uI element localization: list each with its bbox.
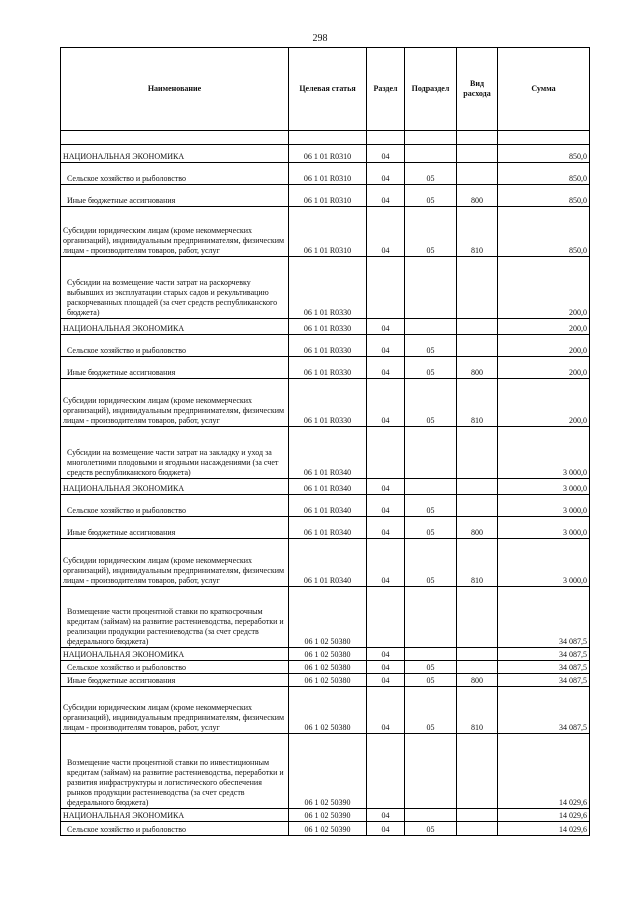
cell-section: 04 — [367, 379, 405, 427]
cell-section: 04 — [367, 517, 405, 539]
cell-section: 04 — [367, 185, 405, 207]
cell-name: Сельское хозяйство и рыболовство — [61, 163, 289, 185]
budget-table — [60, 47, 590, 836]
cell-name: Иные бюджетные ассигнования — [61, 185, 289, 207]
cell-sum: 3 000,0 — [498, 427, 590, 479]
cell-subsection — [405, 587, 457, 648]
cell-section: 04 — [367, 539, 405, 587]
cell-sum: 200,0 — [498, 379, 590, 427]
spacer-cell — [405, 131, 457, 145]
cell-expense-kind: 810 — [457, 687, 498, 734]
table-row — [61, 145, 590, 163]
cell-sum: 34 087,5 — [498, 587, 590, 648]
cell-name: Возмещение части процентной ставки по краткосрочным кредитам (займам) на развитие растениеводства, переработки и реализации продукции растениеводства (за счет средств федерального бюджета) — [61, 587, 289, 648]
cell-name: НАЦИОНАЛЬНАЯ ЭКОНОМИКА — [61, 319, 289, 335]
cell-name: Субсидии юридическим лицам (кроме некоммерческих организаций), индивидуальным предпринимателям, физическим лицам - производителям товаров, работ, услуг — [61, 207, 289, 257]
cell-section: 04 — [367, 687, 405, 734]
cell-section: 04 — [367, 357, 405, 379]
cell-expense-kind — [457, 145, 498, 163]
cell-target-article: 06 1 01 R0340 — [289, 517, 367, 539]
cell-name: Иные бюджетные ассигнования — [61, 674, 289, 687]
table-row — [61, 648, 590, 661]
cell-subsection — [405, 734, 457, 809]
header-sum: Сумма — [498, 48, 590, 131]
cell-expense-kind — [457, 809, 498, 822]
cell-subsection: 05 — [405, 517, 457, 539]
spacer-cell — [367, 131, 405, 145]
cell-subsection — [405, 145, 457, 163]
table-row — [61, 587, 590, 648]
header-section: Раздел — [367, 48, 405, 131]
cell-name: Возмещение части процентной ставки по инвестиционным кредитам (займам) на развитие растениеводства, переработки и развития инфраструктуры и логистического обеспечения рынков продукции растениеводства (за счет средств федерального бюджета) — [61, 734, 289, 809]
cell-section: 04 — [367, 319, 405, 335]
cell-sum: 200,0 — [498, 335, 590, 357]
cell-expense-kind: 810 — [457, 207, 498, 257]
cell-subsection: 05 — [405, 357, 457, 379]
cell-target-article: 06 1 01 R0340 — [289, 539, 367, 587]
cell-subsection: 05 — [405, 207, 457, 257]
table-row — [61, 734, 590, 809]
cell-target-article: 06 1 01 R0340 — [289, 495, 367, 517]
cell-name: Субсидии на возмещение части затрат на закладку и уход за многолетними плодовыми и ягодными насаждениями (за счет средств республиканского бюджета) — [61, 427, 289, 479]
cell-section: 04 — [367, 479, 405, 495]
cell-section: 04 — [367, 207, 405, 257]
cell-expense-kind — [457, 427, 498, 479]
cell-sum: 200,0 — [498, 257, 590, 319]
table-row — [61, 357, 590, 379]
table-row — [61, 687, 590, 734]
cell-subsection: 05 — [405, 379, 457, 427]
cell-sum: 3 000,0 — [498, 479, 590, 495]
cell-target-article: 06 1 02 50380 — [289, 661, 367, 674]
cell-target-article: 06 1 01 R0340 — [289, 427, 367, 479]
header-target-article: Целевая статья — [289, 48, 367, 131]
cell-expense-kind — [457, 319, 498, 335]
cell-subsection: 05 — [405, 661, 457, 674]
cell-expense-kind: 800 — [457, 357, 498, 379]
cell-target-article: 06 1 02 50390 — [289, 734, 367, 809]
cell-section: 04 — [367, 809, 405, 822]
cell-expense-kind — [457, 495, 498, 517]
table-row — [61, 479, 590, 495]
cell-sum: 14 029,6 — [498, 809, 590, 822]
cell-subsection: 05 — [405, 335, 457, 357]
table-row — [61, 661, 590, 674]
spacer-cell — [498, 131, 590, 145]
cell-subsection: 05 — [405, 674, 457, 687]
cell-sum: 34 087,5 — [498, 674, 590, 687]
cell-expense-kind: 800 — [457, 517, 498, 539]
cell-sum: 34 087,5 — [498, 687, 590, 734]
cell-subsection — [405, 809, 457, 822]
cell-subsection: 05 — [405, 822, 457, 836]
cell-expense-kind — [457, 661, 498, 674]
cell-subsection — [405, 257, 457, 319]
cell-subsection: 05 — [405, 539, 457, 587]
table-row — [61, 335, 590, 357]
cell-section — [367, 587, 405, 648]
cell-target-article: 06 1 02 50390 — [289, 809, 367, 822]
cell-name: НАЦИОНАЛЬНАЯ ЭКОНОМИКА — [61, 809, 289, 822]
cell-section: 04 — [367, 495, 405, 517]
cell-expense-kind: 810 — [457, 379, 498, 427]
cell-subsection — [405, 479, 457, 495]
cell-target-article: 06 1 01 R0310 — [289, 185, 367, 207]
cell-target-article: 06 1 01 R0310 — [289, 145, 367, 163]
spacer-cell — [61, 131, 289, 145]
cell-target-article: 06 1 01 R0330 — [289, 257, 367, 319]
cell-sum: 3 000,0 — [498, 539, 590, 587]
cell-section — [367, 257, 405, 319]
cell-subsection — [405, 648, 457, 661]
cell-expense-kind — [457, 648, 498, 661]
table-row — [61, 207, 590, 257]
cell-subsection: 05 — [405, 687, 457, 734]
cell-sum: 850,0 — [498, 163, 590, 185]
spacer-cell — [289, 131, 367, 145]
cell-section: 04 — [367, 661, 405, 674]
spacer-cell — [457, 131, 498, 145]
table-row — [61, 257, 590, 319]
cell-sum: 14 029,6 — [498, 734, 590, 809]
table-body — [61, 131, 590, 836]
cell-target-article: 06 1 01 R0330 — [289, 319, 367, 335]
table-header-row — [61, 48, 590, 131]
cell-name: Субсидии юридическим лицам (кроме некоммерческих организаций), индивидуальным предпринимателям, физическим лицам - производителям товаров, работ, услуг — [61, 687, 289, 734]
cell-sum: 34 087,5 — [498, 648, 590, 661]
cell-sum: 34 087,5 — [498, 661, 590, 674]
cell-sum: 200,0 — [498, 357, 590, 379]
cell-name: НАЦИОНАЛЬНАЯ ЭКОНОМИКА — [61, 479, 289, 495]
cell-section: 04 — [367, 648, 405, 661]
cell-subsection — [405, 319, 457, 335]
cell-target-article: 06 1 01 R0330 — [289, 335, 367, 357]
cell-expense-kind: 800 — [457, 185, 498, 207]
cell-sum: 850,0 — [498, 207, 590, 257]
cell-section — [367, 734, 405, 809]
cell-target-article: 06 1 01 R0310 — [289, 163, 367, 185]
cell-subsection: 05 — [405, 495, 457, 517]
cell-name: Субсидии на возмещение части затрат на раскорчевку выбывших из эксплуатации старых садов и рекультивацию раскорчеванных площадей (за счет средств республиканского бюджета) — [61, 257, 289, 319]
cell-target-article: 06 1 01 R0330 — [289, 379, 367, 427]
table-row — [61, 674, 590, 687]
cell-expense-kind — [457, 822, 498, 836]
table-row — [61, 379, 590, 427]
cell-sum: 3 000,0 — [498, 495, 590, 517]
cell-target-article: 06 1 02 50380 — [289, 687, 367, 734]
cell-expense-kind — [457, 257, 498, 319]
cell-name: Иные бюджетные ассигнования — [61, 357, 289, 379]
cell-sum: 850,0 — [498, 145, 590, 163]
table-row — [61, 495, 590, 517]
table-row — [61, 319, 590, 335]
table-row — [61, 163, 590, 185]
cell-name: НАЦИОНАЛЬНАЯ ЭКОНОМИКА — [61, 648, 289, 661]
cell-sum: 14 029,6 — [498, 822, 590, 836]
table-row — [61, 539, 590, 587]
cell-expense-kind — [457, 479, 498, 495]
cell-section — [367, 427, 405, 479]
cell-name: Сельское хозяйство и рыболовство — [61, 661, 289, 674]
cell-subsection: 05 — [405, 185, 457, 207]
cell-target-article: 06 1 01 R0310 — [289, 207, 367, 257]
cell-target-article: 06 1 02 50380 — [289, 674, 367, 687]
cell-expense-kind — [457, 163, 498, 185]
table-row — [61, 809, 590, 822]
cell-target-article: 06 1 01 R0340 — [289, 479, 367, 495]
cell-expense-kind — [457, 734, 498, 809]
cell-expense-kind: 810 — [457, 539, 498, 587]
cell-section: 04 — [367, 822, 405, 836]
cell-name: Субсидии юридическим лицам (кроме некоммерческих организаций), индивидуальным предпринимателям, физическим лицам - производителям товаров, работ, услуг — [61, 539, 289, 587]
cell-subsection — [405, 427, 457, 479]
cell-section: 04 — [367, 163, 405, 185]
cell-expense-kind — [457, 587, 498, 648]
table-row — [61, 517, 590, 539]
cell-name: НАЦИОНАЛЬНАЯ ЭКОНОМИКА — [61, 145, 289, 163]
cell-section: 04 — [367, 335, 405, 357]
cell-section: 04 — [367, 145, 405, 163]
header-expense-kind: Вид расхода — [457, 48, 498, 131]
table-row — [61, 427, 590, 479]
cell-name: Субсидии юридическим лицам (кроме некоммерческих организаций), индивидуальным предпринимателям, физическим лицам - производителям товаров, работ, услуг — [61, 379, 289, 427]
cell-expense-kind: 800 — [457, 674, 498, 687]
cell-sum: 3 000,0 — [498, 517, 590, 539]
cell-section: 04 — [367, 674, 405, 687]
table-row — [61, 185, 590, 207]
cell-name: Сельское хозяйство и рыболовство — [61, 495, 289, 517]
header-name: Наименование — [61, 48, 289, 131]
cell-sum: 200,0 — [498, 319, 590, 335]
header-subsection: Подраздел — [405, 48, 457, 131]
cell-expense-kind — [457, 335, 498, 357]
cell-name: Иные бюджетные ассигнования — [61, 517, 289, 539]
cell-target-article: 06 1 02 50380 — [289, 648, 367, 661]
cell-name: Сельское хозяйство и рыболовство — [61, 822, 289, 836]
page-number: 298 — [312, 33, 328, 44]
spacer-row — [61, 131, 590, 145]
cell-target-article: 06 1 02 50380 — [289, 587, 367, 648]
cell-target-article: 06 1 01 R0330 — [289, 357, 367, 379]
cell-target-article: 06 1 02 50390 — [289, 822, 367, 836]
table-row — [61, 822, 590, 836]
cell-subsection: 05 — [405, 163, 457, 185]
cell-name: Сельское хозяйство и рыболовство — [61, 335, 289, 357]
cell-sum: 850,0 — [498, 185, 590, 207]
